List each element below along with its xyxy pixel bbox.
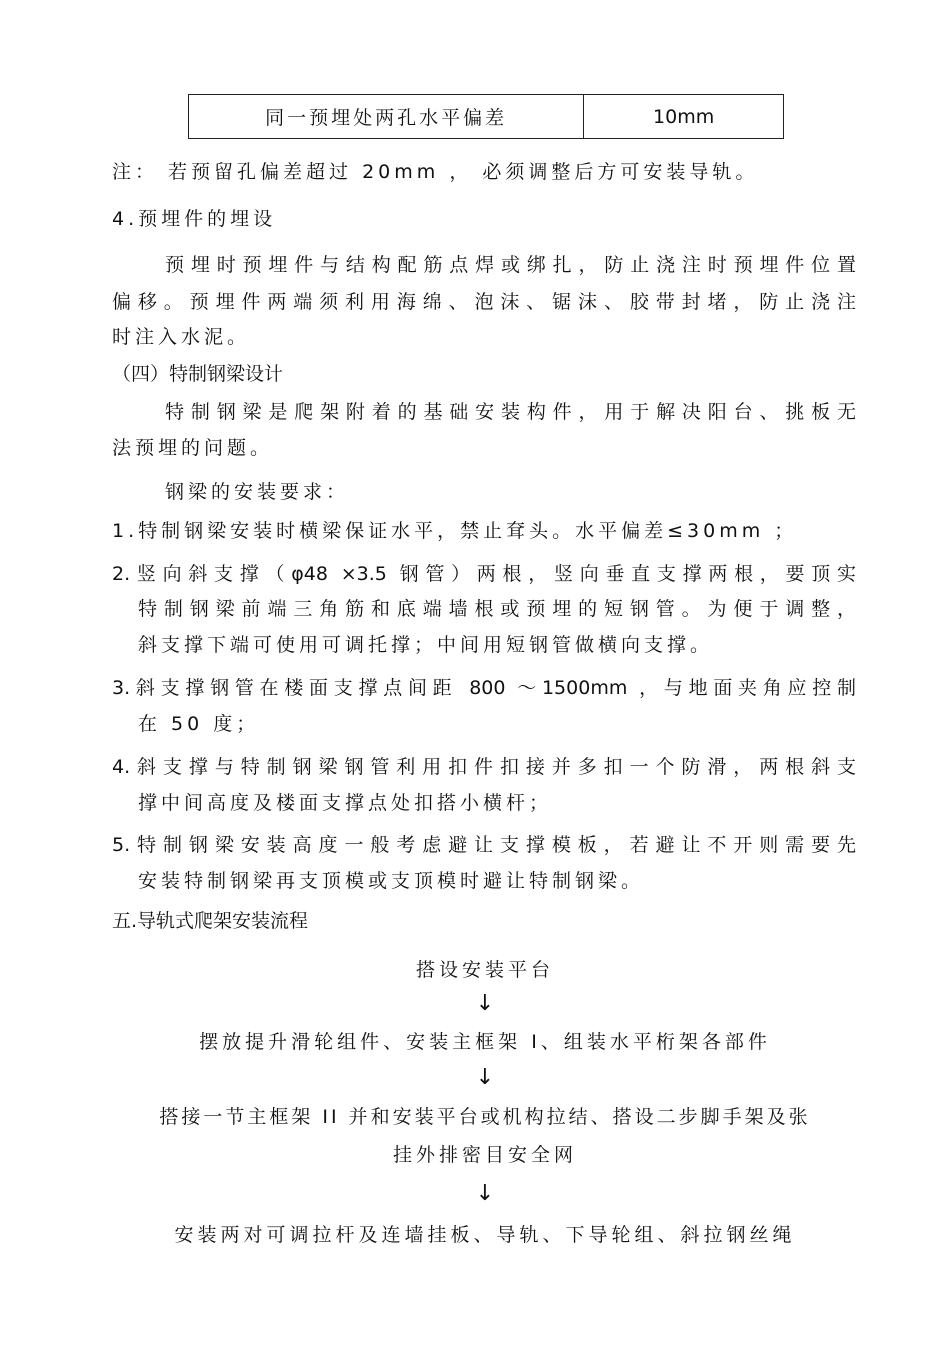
requirement-item-2-cont: 斜支撑下端可使用可调托撑；中间用短钢管做横向支撑。 [138,634,714,656]
table-cell-label: 同一预埋处两孔水平偏差 [189,95,584,139]
requirement-item-3-cont: 在 50 度； [138,713,260,735]
requirement-item-1: 1.特制钢梁安装时横梁保证水平，禁止耷头。水平偏差≤30mm ； [112,520,798,542]
flow-arrow: ↓ [475,1181,495,1206]
paragraph-line: 特制钢梁是爬架附着的基础安装构件，用于解决阳台、挑板无 [165,401,856,423]
requirement-item-2: 2.竖向斜支撑（φ48 ×3.5 钢管）两根，竖向垂直支撑两根，要顶实 [112,563,856,585]
flow-step-3: 搭接一节主框架 II 并和安装平台或机构拉结、搭设二步脚手架及张 [159,1106,811,1128]
flow-arrow: ↓ [475,1065,495,1090]
requirement-item-5: 5.特制钢梁安装高度一般考虑避让支撑模板，若避让不开则需要先 [112,834,856,856]
flow-arrow: ↓ [475,991,495,1016]
part-5-heading: 五.导轨式爬架安装流程 [112,910,309,932]
flow-step-1: 搭设安装平台 [415,959,554,981]
paragraph-line: 偏移。预埋件两端须利用海绵、泡沫、锯沫、胶带封堵，防止浇注 [112,291,856,313]
requirement-item-5-cont: 安装特制钢梁再支顶模或支顶模时避让特制钢梁。 [138,870,645,892]
section-4-title: 4.预埋件的埋设 [112,208,277,230]
flow-step-3-cont: 挂外排密目安全网 [392,1144,577,1166]
requirement-item-4-cont: 撑中间高度及楼面支撑点处扣搭小横杆； [138,792,553,814]
requirement-item-2-cont: 特制钢梁前端三角筋和底端墙根或预埋的短钢管。为便于调整， [138,598,856,620]
part-4-heading: （四）特制钢梁设计 [112,363,284,385]
table-cell-value: 10mm [584,95,784,139]
table-row [189,95,784,139]
requirement-item-4: 4.斜支撑与特制钢梁钢管利用扣件扣接并多扣一个防滑，两根斜支 [112,756,856,778]
paragraph-line: 法预埋的问题。 [112,437,274,459]
note-text: 注： 若预留孔偏差超过 20mm ， 必须调整后方可安装导轨。 [112,161,759,183]
requirements-heading: 钢梁的安装要求： [165,481,350,503]
paragraph-line: 时注入水泥。 [112,326,251,348]
flow-step-2: 摆放提升滑轮组件、安装主框架 I、组装水平桁架各部件 [199,1031,771,1053]
flow-step-4: 安装两对可调拉杆及连墙挂板、导轨、下导轮组、斜拉钢丝绳 [174,1224,796,1246]
requirement-item-3: 3.斜支撑钢管在楼面支撑点间距 800 ～1500mm ，与地面夹角应控制 [112,677,856,699]
paragraph-line: 预埋时预埋件与结构配筋点焊或绑扎，防止浇注时预埋件位置 [165,254,856,276]
deviation-table [188,94,784,139]
